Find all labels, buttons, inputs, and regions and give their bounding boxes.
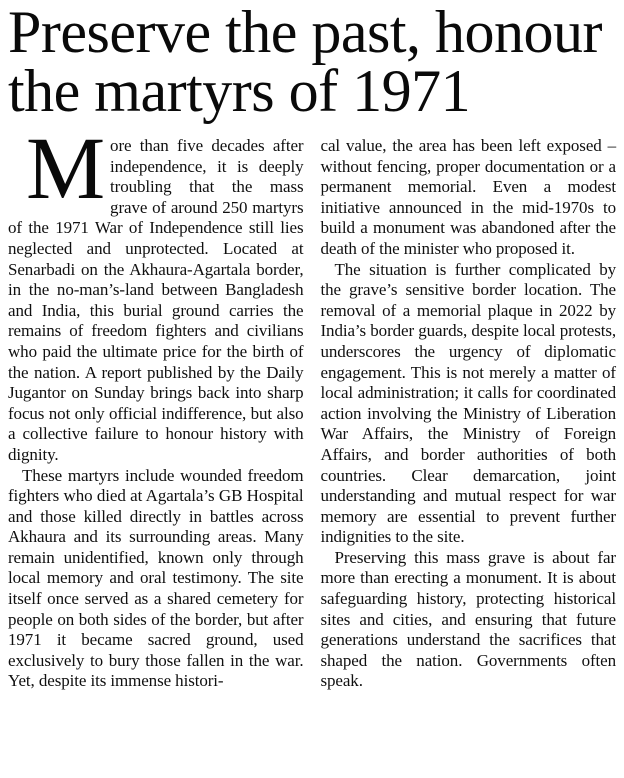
headline — [8, 0, 616, 124]
paragraph-5: Preserving this mass grave is about far more than erecting a monument. It is about safeguarding history, protecting historical sites and cities, and ensuring that future generations understand the sacrifices that shaped the nation. Governments often speak. — [320, 547, 616, 691]
paragraph-2: These martyrs include wounded freedom fighters who died at Agartala’s GB Hospital and those killed directly in battles across Akhaura and its surrounding areas. Many remain unidentified, known only through local memory and oral testimony. The site itself once served as a shared cemetery for people on both sides of the border, but after 1971 it became sacred ground, used exclusively to bury those fallen in the war. Yet, despite its immense histori- — [8, 465, 304, 691]
headline-line-1: Preserve the past, honour — [8, 0, 603, 65]
drop-cap: M — [26, 120, 106, 218]
headline-line-2: the martyrs of 1971 — [8, 58, 471, 124]
right-column — [321, 136, 617, 692]
left-column — [8, 120, 304, 692]
article-body — [8, 120, 616, 692]
paragraph-1 — [8, 120, 304, 466]
paragraph-4: The situation is further complicated by the grave’s sensitive border location. The removal of a memorial plaque in 2022 by India’s border guards, despite local protests, underscores the urgency of diplomatic engagement. This is not merely a matter of local administration; it calls for coordinated action involving the Ministry of Liberation War Affairs, the Ministry of Foreign Affairs, and border authorities of both countries. Clear demarcation, joint understanding and mutual respect for war memory are essential to prevent further indignities to the site. — [320, 259, 616, 547]
paragraph-1-text: ore than five decades after independence, it is deeply troubling that the mass grave of around 250 martyrs of the 1971 War of Independence still lies neglected and unprotected. Located at Senarbadi on the Akhaura-Agartala border, in the no-man’s-land between Bangladesh and India, this burial ground carries the remains of freedom fighters and civilians who paid the ultimate price for the birth of the nation. A report published by the Daily Jugantor on Sunday brings back into sharp focus not only official indifference, but also a collective failure to honour history with dignity. — [8, 136, 304, 464]
paragraph-3: cal value, the area has been left exposed – without fencing, proper documentation or a permanent memorial. Even a modest initiative announced in the mid-1970s to build a monument was abandoned after the death of the minister who proposed it. — [320, 136, 616, 258]
